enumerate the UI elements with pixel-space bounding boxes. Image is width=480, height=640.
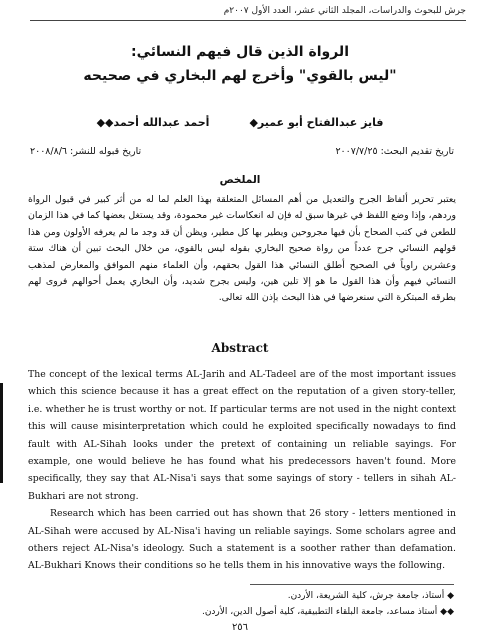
scan-edge-mark xyxy=(0,383,3,483)
english-abstract-heading: Abstract xyxy=(211,341,269,355)
footnote-2: ◆◆ أستاذ مساعد، جامعة البلقاء التطبيقية، كلية أصول الدين، الأردن. xyxy=(201,607,454,617)
footnotes xyxy=(30,588,454,620)
footnote-rule xyxy=(250,584,454,585)
author-2: أحمد عبدالله أحمد◆◆ xyxy=(96,116,210,129)
authors xyxy=(40,116,440,129)
arabic-abstract-text: يعتبر تحرير ألفاظ الجرح والتعديل من أهم المسائل المتعلقة بهذا العلم لما له من أثر كبير في قبول الرواة وردهم، وإذا وضع اللفظ في غيرها سبق له فإن له انعكاسات غير محمودة، وقد يستغل بعضها كما في هذا الزمان للطعن في كتب الصحاح بأن فيها مجروحين ويطير بها كل مطير، ويظن أن قد وجد ما لم يعرفه الأولون ومن هذا قولهم النسائي جرح عدداً من رواة صحيح البخاري بقوله ليس بالقوي، من خلال البحث تبين أن هناك ستة وعشرين راوياً في الصحيح أطلق النسائي هذا القول بحقهم، وأن العلماء منهم الموافق والمعارض لمذهب النسائي فيهم وأن هذا القول ما هو إلا تلين هين، وليس بجرح شديد، وأن البخاري يعمل أحوالهم فروى لهم بطرقه المبتكرة التي سنعرضها في هذا البحث بإذن الله تعالى. xyxy=(28,194,456,304)
header-rule xyxy=(30,20,466,21)
running-header: جرش للبحوث والدراسات، المجلد الثاني عشر، العدد الأول ٢٠٠٧م xyxy=(223,6,466,16)
english-abstract-paragraph-2: Research which has been carried out has shown that 26 story - letters mentioned in AL-Sihah were accused by AL-Nisa'i having un reliable sayings. Some scholars agree and others reject AL-Nisa's ideology. Such a statement is a soother rather than defamation. AL-Bukhari Knows their conditions so he tells them in his innovative ways the following. xyxy=(28,508,456,572)
submitted-date: تاريخ تقديم البحث: ٢٠٠٧/٧/٢٥ xyxy=(335,146,454,157)
footnote-1: ◆ أستاذ، جامعة جرش، كلية الشريعة، الأردن. xyxy=(287,591,454,601)
publication-dates xyxy=(30,146,454,157)
paper-title-line-2: "ليس بالقوي" وأخرج لهم البخاري في صحيحه xyxy=(83,68,397,84)
english-abstract-body xyxy=(28,366,456,575)
arabic-abstract-heading: الملخص xyxy=(219,174,261,186)
author-1: فايز عبدالفتاح أبو عمير◆ xyxy=(249,116,384,129)
paper-title-line-1: الرواة الذين قال فيهم النسائي: xyxy=(131,44,349,60)
english-abstract-paragraph-1: The concept of the lexical terms AL-Jarih and AL-Tadeel are of the most important issues which this science because it has a great effect on the reputation of a given story-teller, i.e. whether he is trust worthy or not. If particular terms are not used in the night context this will cause misinterpretation which could he exploited specifically nowadays to find fault with AL-Sihah looks under the pretext of containing un reliable sayings. For example, one would believe he has found what his predecessors haven't found. More specifically, they say that AL-Nisa'i says that some sayings of story - tellers in sihah AL-Bukhari are not strong. xyxy=(28,369,456,502)
page-number: ٢٥٦ xyxy=(231,622,249,633)
accepted-date: تاريخ قبوله للنشر: ٢٠٠٨/٨/٦ xyxy=(30,146,142,157)
